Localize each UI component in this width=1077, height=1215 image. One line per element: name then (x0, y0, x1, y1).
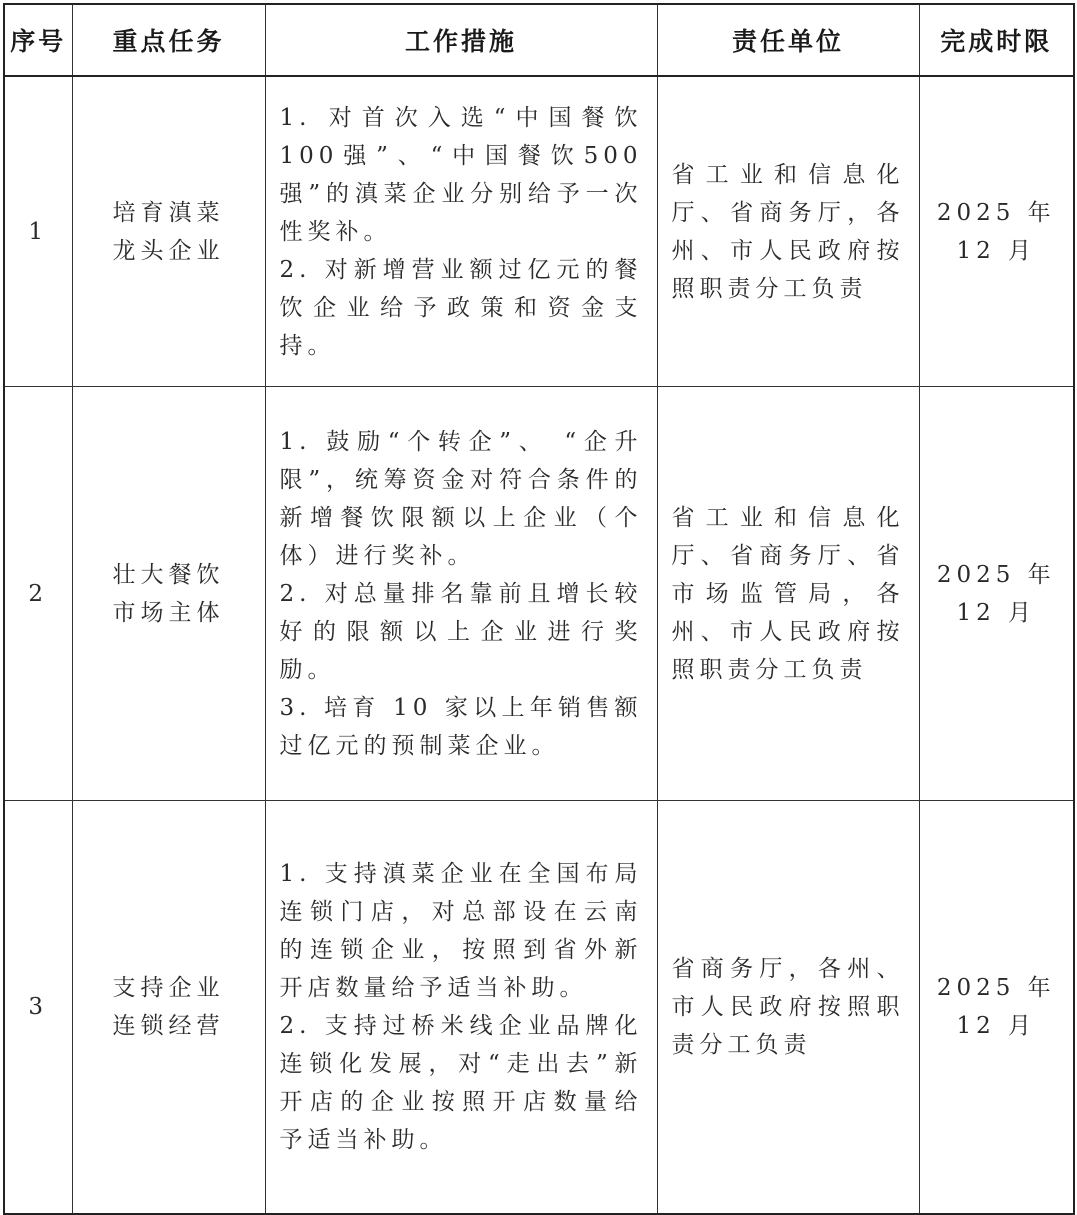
measure-item: 1. 鼓励“个转企”、 “企升限”，统筹资金对符合条件的新增餐饮限额以上企业（个体）进行奖补。 (279, 428, 643, 569)
key-task-line: 市场主体 (112, 599, 225, 626)
deadline (919, 387, 1074, 801)
row-number: 2 (4, 387, 72, 801)
key-task-line: 支持企业 (112, 975, 225, 1001)
deadline-year: 2025 年 (936, 199, 1056, 226)
table-row (4, 76, 1074, 387)
table-row (4, 801, 1074, 1215)
header-row (4, 4, 1074, 76)
deadline-month: 12 月 (956, 599, 1037, 626)
deadline-month: 12 月 (956, 237, 1037, 264)
work-measures (265, 387, 657, 801)
key-task-line: 龙头企业 (112, 237, 225, 264)
key-task (72, 387, 265, 801)
key-task (72, 76, 265, 387)
header-deadline: 完成时限 (919, 4, 1074, 76)
deadline-year: 2025 年 (936, 975, 1056, 1001)
key-task (72, 801, 265, 1215)
row-number: 3 (4, 801, 72, 1215)
work-measures (265, 801, 657, 1215)
deadline-month: 12 月 (956, 1013, 1037, 1039)
responsible-unit: 省工业和信息化厅、省商务厅，各州、市人民政府按照职责分工负责 (657, 76, 919, 387)
measure-item: 1. 支持滇菜企业在全国布局连锁门店，对总部设在云南的连锁企业，按照到省外新开店数量给予适当补助。 (279, 861, 643, 1001)
measure-item: 2. 对总量排名靠前且增长较好的限额以上企业进行奖励。 (279, 580, 643, 683)
deadline-year: 2025 年 (936, 561, 1056, 588)
key-task-line: 培育滇菜 (112, 199, 225, 226)
key-task-line: 连锁经营 (112, 1013, 225, 1039)
header-no: 序号 (4, 4, 72, 76)
responsible-unit: 省商务厅，各州、市人民政府按照职责分工负责 (657, 801, 919, 1215)
header-task: 重点任务 (72, 4, 265, 76)
header-unit: 责任单位 (657, 4, 919, 76)
work-measures (265, 76, 657, 387)
table-row (4, 387, 1074, 801)
deadline (919, 76, 1074, 387)
key-task-line: 壮大餐饮 (112, 561, 225, 588)
responsible-unit: 省工业和信息化厅、省商务厅、省市场监管局，各州、市人民政府按照职责分工负责 (657, 387, 919, 801)
measure-item: 2. 支持过桥米线企业品牌化连锁化发展，对“走出去”新开店的企业按照开店数量给予适当补助。 (279, 1013, 643, 1153)
header-measure: 工作措施 (265, 4, 657, 76)
row-number: 1 (4, 76, 72, 387)
measure-item: 2. 对新增营业额过亿元的餐饮企业给予政策和资金支持。 (279, 256, 643, 359)
deadline (919, 801, 1074, 1215)
task-table (3, 3, 1075, 1215)
measure-item: 1. 对首次入选“中国餐饮100强”、“中国餐饮500强”的滇菜企业分别给予一次性奖补。 (279, 104, 643, 245)
measure-item: 3. 培育 10 家以上年销售额过亿元的预制菜企业。 (279, 694, 643, 759)
